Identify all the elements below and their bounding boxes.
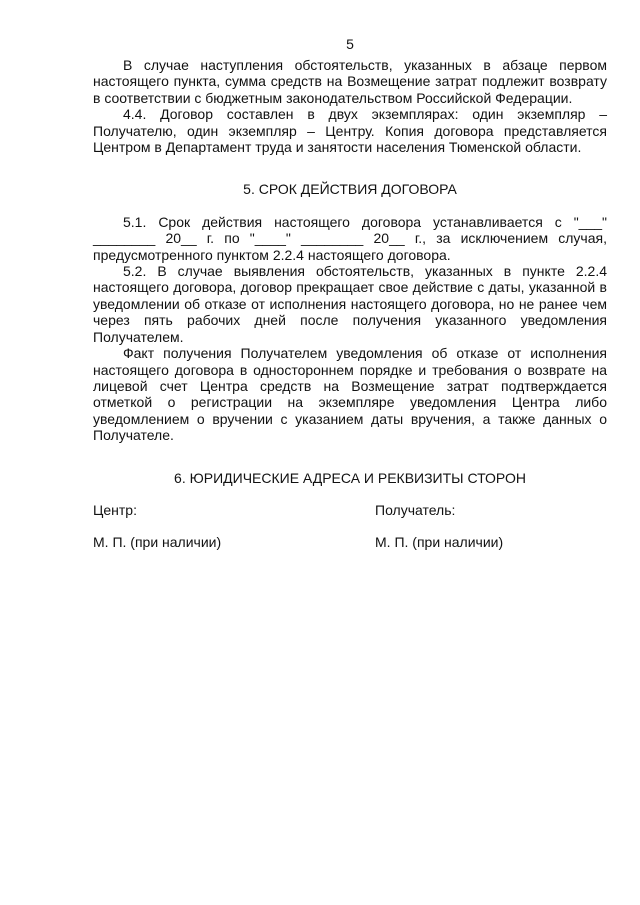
parties-row [93,502,607,518]
party-center-label: Центр: [93,501,137,518]
paragraph-5-1: 5.1. Срок действия настоящего договора устанавливается с "___" ________ 20__ г. по "____" ________ 20__ г., за исключением случая, предусмотренного пунктом 2.2.4 настоящего договора. [93,213,607,263]
center-seal-label: М. П. (при наличии) [93,534,222,551]
party-recipient-label: Получатель: [375,501,456,518]
seal-row [93,534,607,550]
paragraph-receipt-fact: Факт получения Получателем уведомления об отказе от исполнения настоящего договора в одностороннем порядке и требования о возврате на лицевой счет Центра средств на Возмещение затрат подтверждается отметкой о регистрации на экземпляре уведомления Центра либо уведомлением о вручении с указанием даты вручения, а также данных о Получателе. [93,345,607,444]
recipient-seal-label: М. П. (при наличии) [375,534,504,551]
document-body [93,57,607,551]
section-5-title: 5. СРОК ДЕЙСТВИЯ ДОГОВОРА [243,181,457,198]
section-6-title: 6. ЮРИДИЧЕСКИЕ АДРЕСА И РЕКВИЗИТЫ СТОРОН [174,469,526,486]
paragraph-refund: В случае наступления обстоятельств, указанных в абзаце первом настоящего пункта, сумма средств на Возмещение затрат подлежит возврату в соответствии с бюджетным законодательством Российской Федерации. [93,57,607,106]
paragraph-5-2: 5.2. В случае выявления обстоятельств, указанных в пункте 2.2.4 настоящего договора, договор прекращает свое действие с даты, указанной в уведомлении об отказе от исполнения настоящего договора, но не ранее чем через пять рабочих дней после получения указанного уведомления Получателем. [93,263,607,345]
paragraph-4-4: 4.4. Договор составлен в двух экземплярах: один экземпляр – Получателю, один экземпляр – Центру. Копия договора представляется Центром в Департамент труда и занятости населения Тюменской области. [93,106,607,156]
page-number: 5 [346,36,354,52]
